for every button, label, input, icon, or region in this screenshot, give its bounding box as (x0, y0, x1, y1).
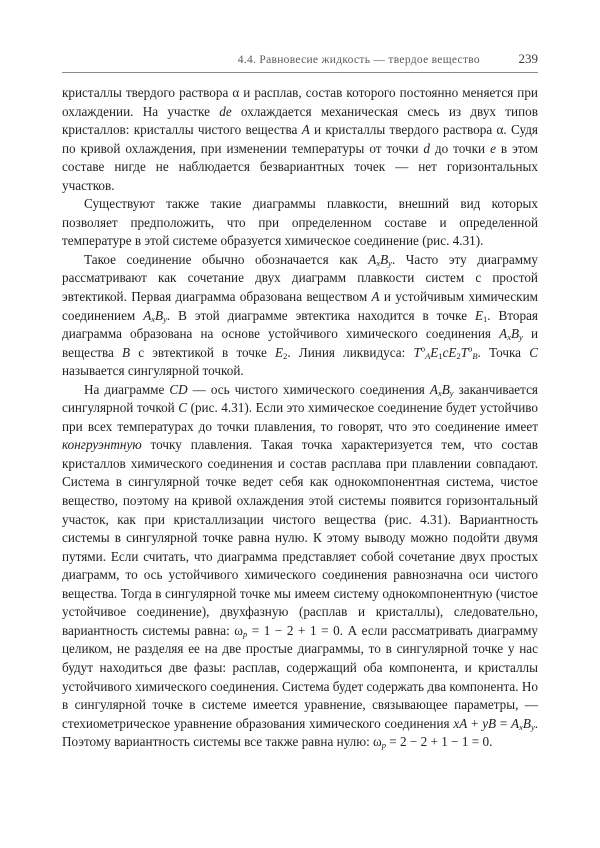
section-title: 4.4. Равновесие жидкость — твердое вещество (237, 54, 480, 66)
body-text (62, 84, 538, 752)
paragraph-3: Такое соединение обычно обозначается как $A_xB_y$. Часто эту диаграмму рассматривают как сочетание двух диаграмм плавкости систем с простой эвтектикой. Первая диаграмма образована веществом A и устойчивым химическим соединением $A_xB_y$. В этой диаграмме эвтектика находится в точке $E_1$. Вторая диаграмма образована на основе устойчивого химического соединения $A_xB_y$ и вещества B с эвтектикой в точке $E_2$. Линия ликвидуса: $T^o_AE_1cE_2T^o_B$. Точка C называется сингулярной точкой. (62, 251, 539, 379)
running-header (62, 50, 538, 73)
page-number: 239 (518, 51, 538, 66)
paragraph-4: На диаграмме CD — ось чистого химического соединения $A_xB_y$ заканчивается сингулярной точкой C (рис. 4.31). Если это химическое соединение будет устойчиво при всех температурах до точки плавления, то говорят, что это соединение имеет конгруэнтную точку плавления. Такая точка характеризуется тем, что состав кристаллов химического соединения и состав расплава при плавлении совпадают. Система в сингулярной точке ведет себя как однокомпонентная система, чистое вещество, поэтому на кривой охлаждения этой системы появится горизонтальный участок, как при кристаллизации чистого вещества (рис. 4.31). Вариантность системы в сингулярной точке равна нулю. К этому выводу можно подойти двумя путями. Если считать, что диаграмма представляет собой сочетание двух простых диаграмм, то ось устойчивого химического соединения равнозначна оси чистого вещества. Тогда в сингулярной точке мы имеем систему однокомпонентную (чистое устойчивое соединение), двухфазную (расплав и кристаллы), следовательно, вариантность системы равна: $\omega_p = 1 - 2 + 1 = 0$. А если рассматривать диаграмму целиком, не разделяя ее на две простые диаграммы, то в сингулярной точке у нас будут находиться две фазы: расплав, содержащий оба компонента, и кристаллы устойчивого химического соединения. Система будет содержать два компонента. Но в сингулярной точке в системе имеется уравнение, связывающее параметры, — стехиометрическое уравнение образования химического соединения xA + yB = $A_xB_y$. Поэтому вариантность системы все также равна нулю: $\omega_p = 2 - 2 + 1 - 1 = 0$. (62, 381, 539, 751)
paragraph-1: кристаллы твердого раствора α и расплав, состав которого постоянно меняется при охлаждении. На участке de охлаждается механическая смесь из двух типов кристаллов: кристаллы чистого вещества A и кристаллы твердого раствора α. Судя по кривой охлаждения, при изменении температуры от точки d до точки e в этом составе нигде не наблюдается безвариантных точек — нет горизонтальных участков. (62, 85, 539, 193)
paragraph-2: Существуют также такие диаграммы плавкости, внешний вид которых позволяет предположить, что при определенном составе и определенной температуре в этой системе образуется химическое соединение (рис. 4.31). (62, 196, 538, 249)
